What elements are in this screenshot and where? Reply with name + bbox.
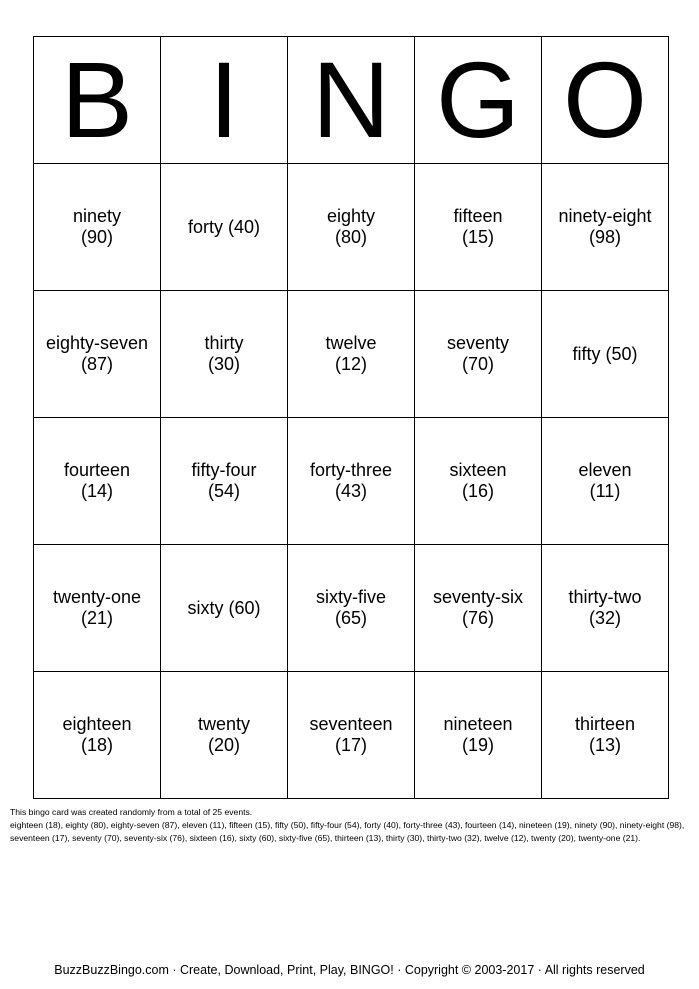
bingo-cell <box>161 545 288 672</box>
cell-number: (98) <box>588 227 621 247</box>
cell-number: (11) <box>589 481 621 501</box>
cell-word: nineteen <box>443 714 513 734</box>
cell-number: (19) <box>461 735 494 755</box>
bingo-cell <box>415 164 542 291</box>
bingo-cell <box>34 672 161 799</box>
bingo-row-4 <box>34 545 669 672</box>
bingo-row-5 <box>34 672 669 799</box>
bingo-cell <box>415 291 542 418</box>
cell-word: ninety-eight <box>558 206 652 226</box>
bingo-cell <box>34 418 161 545</box>
cell-number: (17) <box>334 735 367 755</box>
bingo-cell <box>415 418 542 545</box>
bingo-cell <box>542 545 669 672</box>
site-footer: BuzzBuzzBingo.com · Create, Download, Print, Play, BINGO! · Copyright © 2003-2017 · All rights reserved <box>54 963 645 977</box>
bingo-row-1 <box>34 164 669 291</box>
cell-word: twenty <box>197 714 251 734</box>
cell-word: thirty-two <box>568 587 642 607</box>
footnote-event-list: eighteen (18), eighty (80), eighty-seven (87), eleven (11), fifteen (15), fifty (50), fifty-four (54), forty (40), forty-three (43), fourteen (14), nineteen (19), ninety (90), ninety-eight (98), seventeen (17), seventy (70), seventy-six (76), sixteen (16), sixty (60), sixty-five (65), thirteen (13), thirty (30), thirty-two (32), twelve (12), twenty (20), twenty-one (21). <box>10 820 685 843</box>
cell-word: forty (40) <box>187 216 261 237</box>
cell-word: eighty <box>326 206 376 226</box>
bingo-cell <box>161 418 288 545</box>
cell-number: (12) <box>334 354 367 374</box>
bingo-cell <box>288 418 415 545</box>
cell-word: thirty <box>204 333 244 353</box>
bingo-cell <box>34 291 161 418</box>
bingo-card <box>33 36 669 799</box>
cell-word: sixteen <box>449 460 507 480</box>
cell-word: thirteen <box>574 714 636 734</box>
cell-word: sixty-five <box>315 587 386 607</box>
cell-number: (15) <box>461 227 494 247</box>
cell-number: (43) <box>334 481 367 501</box>
bingo-row-2 <box>34 291 669 418</box>
bingo-cell <box>415 672 542 799</box>
card-footnote <box>10 806 686 845</box>
cell-word: eleven <box>578 460 632 480</box>
cell-word: eighteen <box>62 714 132 734</box>
cell-word: ninety <box>72 206 122 226</box>
cell-word: twenty-one <box>52 587 142 607</box>
header-letter-o: O <box>542 37 669 164</box>
cell-number: (13) <box>588 735 621 755</box>
header-letter-g: G <box>415 37 542 164</box>
bingo-cell <box>288 291 415 418</box>
bingo-cell <box>415 545 542 672</box>
bingo-cell <box>542 418 669 545</box>
bingo-cell <box>542 672 669 799</box>
bingo-cell <box>34 545 161 672</box>
bingo-row-3 <box>34 418 669 545</box>
header-letter-b: B <box>34 37 161 164</box>
header-letter-i: I <box>161 37 288 164</box>
cell-number: (16) <box>461 481 494 501</box>
cell-word: seventeen <box>309 714 393 734</box>
cell-number: (54) <box>207 481 240 501</box>
cell-word: eighty-seven <box>45 333 149 353</box>
bingo-cell <box>542 291 669 418</box>
cell-word: sixty (60) <box>187 597 261 618</box>
cell-word: fifty-four <box>191 460 257 480</box>
cell-word: seventy-six <box>432 587 524 607</box>
cell-number: (80) <box>334 227 367 247</box>
bingo-cell <box>288 545 415 672</box>
cell-number: (70) <box>461 354 494 374</box>
cell-number: (30) <box>207 354 240 374</box>
header-letter-n: N <box>288 37 415 164</box>
cell-word: seventy <box>446 333 510 353</box>
bingo-cell <box>288 672 415 799</box>
cell-number: (20) <box>207 735 240 755</box>
bingo-cell <box>542 164 669 291</box>
footnote-intro: This bingo card was created randomly from a total of 25 events. <box>10 807 253 817</box>
cell-number: (65) <box>334 608 367 628</box>
bingo-header-row <box>34 37 669 164</box>
bingo-cell <box>34 164 161 291</box>
cell-number: (90) <box>80 227 113 247</box>
cell-word: fourteen <box>63 460 131 480</box>
bingo-cell <box>288 164 415 291</box>
cell-number: (21) <box>80 608 113 628</box>
cell-number: (32) <box>588 608 621 628</box>
cell-number: (87) <box>80 354 113 374</box>
cell-word: twelve <box>325 333 377 353</box>
cell-word: fifty (50) <box>572 343 638 364</box>
bingo-cell <box>161 291 288 418</box>
cell-number: (76) <box>461 608 494 628</box>
cell-word: fifteen <box>453 206 503 226</box>
bingo-cell <box>161 672 288 799</box>
cell-number: (14) <box>80 481 113 501</box>
bingo-cell <box>161 164 288 291</box>
cell-number: (18) <box>80 735 113 755</box>
cell-word: forty-three <box>309 460 393 480</box>
